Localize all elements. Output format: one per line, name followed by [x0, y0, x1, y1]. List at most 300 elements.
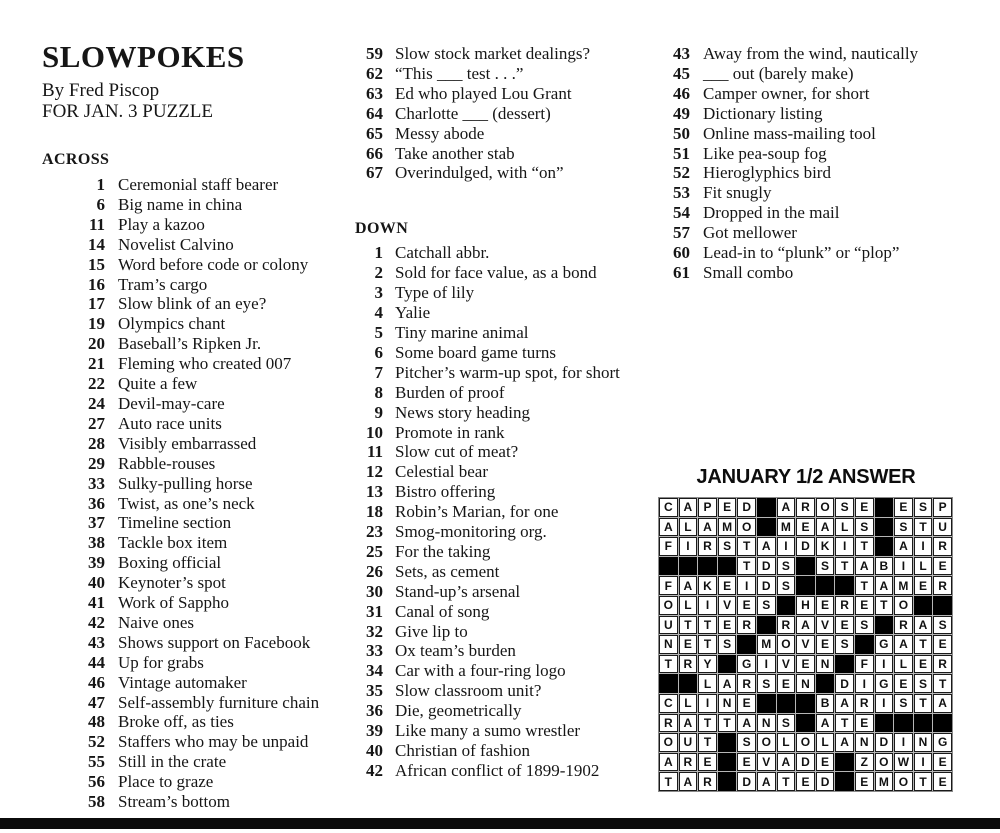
across-clue-42 [42, 613, 342, 633]
grid-cell: E [835, 616, 854, 635]
clue-number: 40 [366, 741, 383, 760]
grid-cell: R [698, 772, 717, 791]
clue-number: 53 [673, 183, 690, 203]
clue-text: Take another stab [395, 143, 515, 163]
grid-cell: V [816, 616, 835, 635]
grid-cell: T [914, 518, 933, 537]
clue-text: Slow cut of meat? [395, 442, 519, 462]
across-clue-52 [42, 732, 342, 752]
grid-cell: D [875, 733, 894, 752]
grid-cell: V [796, 635, 815, 654]
puzzle-byline: By Fred Piscop [42, 80, 160, 101]
across-clue-29 [42, 454, 342, 474]
clue-text: “This ___ test . . .” [395, 63, 524, 83]
grid-cell-black [659, 674, 678, 693]
clue-number: 55 [88, 752, 105, 772]
grid-cell: S [855, 616, 874, 635]
grid-cell: G [737, 655, 756, 674]
grid-cell: O [894, 596, 913, 615]
clue-text: Visibly embarrassed [118, 433, 257, 453]
down-clue-3 [355, 283, 655, 303]
across-clue-41 [42, 593, 342, 613]
grid-cell-black [835, 655, 854, 674]
grid-cell: A [737, 714, 756, 733]
down-clue-list [355, 243, 655, 780]
down-clue-34 [355, 661, 655, 681]
across-clue-17 [42, 294, 342, 314]
grid-cell: A [679, 772, 698, 791]
grid-cell: M [875, 772, 894, 791]
across-clue-46 [42, 673, 342, 693]
across-clue-62 [355, 64, 655, 84]
grid-cell-black [933, 596, 952, 615]
clue-number: 39 [366, 721, 383, 741]
grid-cell: I [914, 753, 933, 772]
grid-cell: T [835, 557, 854, 576]
grid-cell: E [894, 674, 913, 693]
grid-cell-black [835, 772, 854, 791]
across-clue-40 [42, 573, 342, 593]
grid-cell: D [757, 557, 776, 576]
grid-cell: I [855, 674, 874, 693]
clue-number: 33 [88, 473, 105, 493]
clue-number: 33 [366, 641, 383, 661]
clue-number: 34 [366, 661, 383, 681]
grid-cell: G [933, 733, 952, 752]
grid-cell: K [816, 537, 835, 556]
grid-cell-black [835, 753, 854, 772]
grid-cell: T [737, 537, 756, 556]
across-clue-19 [42, 314, 342, 334]
grid-cell: D [737, 498, 756, 517]
grid-cell: F [659, 576, 678, 595]
grid-cell: E [718, 576, 737, 595]
clue-text: Fit snugly [703, 183, 772, 203]
grid-cell: S [894, 518, 913, 537]
down-clue-1 [355, 243, 655, 263]
across-clue-11 [42, 215, 342, 235]
grid-cell: N [757, 714, 776, 733]
clue-text: Word before code or colony [118, 254, 309, 274]
grid-cell: R [777, 616, 796, 635]
down-clue-45 [662, 64, 982, 84]
grid-cell: P [698, 498, 717, 517]
clue-number: 30 [366, 581, 383, 601]
grid-cell: T [659, 655, 678, 674]
grid-cell: L [816, 733, 835, 752]
clue-number: 8 [374, 382, 383, 402]
clue-text: Like many a sumo wrestler [395, 721, 581, 741]
across-heading: ACROSS [42, 151, 110, 168]
across-clue-56 [42, 772, 342, 792]
grid-cell: K [698, 576, 717, 595]
clue-number: 6 [96, 194, 105, 214]
down-clue-12 [355, 462, 655, 482]
clue-text: Timeline section [118, 513, 232, 533]
grid-cell-black [659, 557, 678, 576]
grid-cell: T [718, 714, 737, 733]
grid-cell: I [894, 557, 913, 576]
grid-cell: A [835, 694, 854, 713]
clue-number: 39 [88, 553, 105, 573]
clue-text: Die, geometrically [395, 701, 522, 721]
grid-cell: A [679, 714, 698, 733]
clue-number: 36 [366, 701, 383, 721]
clue-number: 12 [366, 462, 383, 482]
clue-number: 21 [88, 354, 105, 374]
down-clue-57 [662, 223, 982, 243]
grid-cell: S [777, 557, 796, 576]
grid-cell: M [777, 518, 796, 537]
clue-number: 28 [88, 433, 105, 453]
down-clue-60 [662, 243, 982, 263]
grid-cell: I [737, 576, 756, 595]
clue-number: 20 [88, 334, 105, 354]
grid-cell: E [718, 616, 737, 635]
clue-text: Type of lily [395, 283, 475, 303]
clue-text: Got mellower [703, 223, 797, 243]
grid-cell: S [933, 616, 952, 635]
clue-number: 25 [366, 541, 383, 561]
across-clue-15 [42, 255, 342, 275]
clue-text: Overindulged, with “on” [395, 163, 564, 183]
grid-cell: A [659, 518, 678, 537]
down-clue-46 [662, 84, 982, 104]
grid-cell: A [757, 537, 776, 556]
across-clue-39 [42, 553, 342, 573]
grid-cell: T [875, 596, 894, 615]
clue-text: Sulky-pulling horse [118, 473, 253, 493]
grid-cell-black [679, 674, 698, 693]
across-clue-67 [355, 163, 655, 183]
grid-cell: E [816, 635, 835, 654]
down-clue-7 [355, 363, 655, 383]
grid-cell-black [698, 557, 717, 576]
grid-cell: P [933, 498, 952, 517]
grid-cell: E [933, 635, 952, 654]
across-clue-43 [42, 633, 342, 653]
grid-cell-black [796, 576, 815, 595]
grid-cell: T [698, 616, 717, 635]
grid-cell: C [659, 694, 678, 713]
clue-number: 42 [88, 612, 105, 632]
clue-number: 52 [673, 163, 690, 183]
grid-cell: S [757, 596, 776, 615]
down-clue-31 [355, 602, 655, 622]
clue-number: 19 [88, 314, 105, 334]
clue-number: 59 [366, 44, 383, 63]
grid-cell: Z [855, 753, 874, 772]
grid-cell: V [777, 655, 796, 674]
grid-cell: I [875, 655, 894, 674]
grid-cell: L [679, 596, 698, 615]
grid-cell-black [718, 772, 737, 791]
clue-number: 27 [88, 413, 105, 433]
clue-text: Messy abode [395, 123, 485, 143]
grid-cell: Y [698, 655, 717, 674]
clue-number: 24 [88, 393, 105, 413]
clue-number: 18 [366, 502, 383, 522]
grid-cell: G [875, 674, 894, 693]
grid-cell: U [933, 518, 952, 537]
clue-text: Celestial bear [395, 462, 488, 482]
grid-cell: A [894, 635, 913, 654]
grid-cell: L [914, 557, 933, 576]
grid-cell: A [796, 616, 815, 635]
clue-number: 54 [673, 203, 690, 223]
grid-cell: R [679, 753, 698, 772]
grid-cell: E [679, 635, 698, 654]
grid-cell: A [777, 498, 796, 517]
clue-text: Christian of fashion [395, 741, 531, 760]
clue-number: 2 [374, 263, 383, 283]
across-clue-list [42, 175, 342, 812]
grid-cell: S [855, 518, 874, 537]
down-clue-39 [355, 721, 655, 741]
clue-number: 35 [366, 681, 383, 701]
across-clue-58 [42, 792, 342, 812]
puzzle-date-note: FOR JAN. 3 PUZZLE [42, 101, 214, 122]
grid-cell: N [796, 674, 815, 693]
down-clue-40 [355, 741, 655, 761]
clue-number: 10 [366, 422, 383, 442]
down-clue-36 [355, 701, 655, 721]
across-clue-24 [42, 394, 342, 414]
clue-text: Some board game turns [395, 342, 556, 362]
clue-number: 42 [366, 760, 383, 780]
clue-text: Online mass-mailing tool [703, 123, 876, 143]
grid-cell: T [777, 772, 796, 791]
grid-cell: L [835, 518, 854, 537]
clue-number: 5 [374, 322, 383, 342]
clue-number: 13 [366, 482, 383, 502]
grid-cell: E [933, 753, 952, 772]
grid-cell: H [796, 596, 815, 615]
grid-cell: A [894, 537, 913, 556]
clue-number: 50 [673, 123, 690, 143]
across-clue-20 [42, 334, 342, 354]
grid-cell: S [914, 498, 933, 517]
grid-cell: D [737, 772, 756, 791]
clue-number: 11 [88, 214, 105, 234]
grid-cell: N [816, 655, 835, 674]
clue-text: Stream’s bottom [118, 792, 230, 812]
clue-text: Dictionary listing [703, 103, 823, 123]
grid-cell: T [914, 635, 933, 654]
across-clue-64 [355, 104, 655, 124]
clue-text: Place to graze [118, 772, 214, 792]
down-clue-13 [355, 482, 655, 502]
grid-cell: D [796, 753, 815, 772]
grid-cell: E [698, 753, 717, 772]
answer-title: JANUARY 1/2 ANSWER [696, 466, 916, 488]
across-clue-55 [42, 752, 342, 772]
grid-cell: G [875, 635, 894, 654]
grid-cell-black [796, 694, 815, 713]
across-clue-63 [355, 84, 655, 104]
clue-number: 48 [88, 712, 105, 732]
clue-text: Shows support on Facebook [118, 632, 311, 652]
down-clue-18 [355, 502, 655, 522]
down-clue-33 [355, 641, 655, 661]
clue-number: 41 [88, 593, 105, 613]
grid-cell: E [796, 655, 815, 674]
clue-text: Catchall abbr. [395, 243, 490, 263]
clue-text: Boxing official [118, 553, 222, 573]
grid-cell: O [659, 596, 678, 615]
down-clue-42 [355, 761, 655, 781]
grid-cell-black [679, 557, 698, 576]
grid-cell: D [816, 772, 835, 791]
grid-cell: V [718, 596, 737, 615]
grid-cell: E [816, 753, 835, 772]
clue-number: 49 [673, 103, 690, 123]
down-clue-51 [662, 144, 982, 164]
grid-cell: S [757, 674, 776, 693]
grid-cell: A [875, 576, 894, 595]
grid-cell: F [855, 655, 874, 674]
clue-text: Bistro offering [395, 482, 496, 502]
down-clue-26 [355, 562, 655, 582]
grid-cell: E [816, 596, 835, 615]
down-clue-54 [662, 203, 982, 223]
clue-number: 40 [88, 573, 105, 593]
clue-text: African conflict of 1899-1902 [395, 760, 600, 780]
clue-text: Olympics chant [118, 314, 226, 334]
clue-text: Baseball’s Ripken Jr. [118, 334, 262, 354]
clue-text: Sold for face value, as a bond [395, 263, 597, 283]
grid-cell: R [659, 714, 678, 733]
clue-text: Rabble-rouses [118, 453, 216, 473]
grid-cell: I [698, 694, 717, 713]
grid-cell: T [914, 694, 933, 713]
clue-text: Fleming who created 007 [118, 354, 292, 374]
grid-cell: R [796, 498, 815, 517]
grid-cell: I [894, 733, 913, 752]
clue-number: 1 [374, 243, 383, 263]
grid-cell: R [737, 616, 756, 635]
grid-cell: S [737, 733, 756, 752]
grid-cell: E [737, 753, 756, 772]
clue-text: Car with a four-ring logo [395, 661, 566, 681]
down-clue-9 [355, 403, 655, 423]
clue-text: Auto race units [118, 413, 222, 433]
clue-number: 14 [88, 234, 105, 254]
clue-text: Broke off, as ties [118, 712, 234, 732]
grid-cell: T [679, 616, 698, 635]
across-clue-48 [42, 712, 342, 732]
grid-cell: A [757, 772, 776, 791]
clue-number: 37 [88, 513, 105, 533]
grid-cell-black [816, 576, 835, 595]
grid-cell: E [933, 772, 952, 791]
grid-cell: A [816, 714, 835, 733]
grid-cell: N [855, 733, 874, 752]
grid-cell: O [777, 635, 796, 654]
down-clue-11 [355, 442, 655, 462]
across-clue-27 [42, 414, 342, 434]
clue-number: 9 [374, 402, 383, 422]
clue-number: 58 [88, 792, 105, 812]
grid-cell-black [796, 714, 815, 733]
grid-cell: E [914, 655, 933, 674]
grid-cell: S [835, 635, 854, 654]
grid-cell: S [777, 714, 796, 733]
down-clue-4 [355, 303, 655, 323]
clue-text: Keynoter’s spot [118, 573, 226, 593]
down-clue-35 [355, 681, 655, 701]
down-clue-5 [355, 323, 655, 343]
clue-number: 15 [88, 254, 105, 274]
down-clue-10 [355, 423, 655, 443]
clue-text: Devil-may-care [118, 393, 225, 413]
clue-number: 11 [366, 442, 383, 462]
grid-cell: U [679, 733, 698, 752]
clue-number: 62 [366, 63, 383, 83]
grid-cell: T [737, 557, 756, 576]
across-clue-66 [355, 144, 655, 164]
grid-cell: N [914, 733, 933, 752]
grid-cell: O [875, 753, 894, 772]
down-clue-61 [662, 263, 982, 283]
grid-cell: T [933, 674, 952, 693]
across-clue-16 [42, 275, 342, 295]
grid-cell: T [914, 772, 933, 791]
clue-text: Self-assembly furniture chain [118, 692, 320, 712]
grid-cell: A [659, 753, 678, 772]
grid-cell: R [933, 655, 952, 674]
grid-cell-black [875, 714, 894, 733]
grid-cell: E [718, 498, 737, 517]
clue-number: 7 [374, 362, 383, 382]
clue-text: ___ out (barely make) [703, 63, 854, 83]
across-clue-44 [42, 653, 342, 673]
grid-cell: A [855, 557, 874, 576]
clue-text: Charlotte ___ (dessert) [395, 103, 551, 123]
down-clue-23 [355, 522, 655, 542]
clue-number: 47 [88, 692, 105, 712]
grid-cell-black [718, 753, 737, 772]
column-middle [355, 44, 655, 781]
clue-number: 23 [366, 522, 383, 542]
grid-cell: A [835, 733, 854, 752]
across-clue-37 [42, 513, 342, 533]
grid-cell-black [914, 596, 933, 615]
clue-number: 38 [88, 533, 105, 553]
grid-cell: I [679, 537, 698, 556]
grid-cell: S [835, 498, 854, 517]
grid-cell: T [698, 714, 717, 733]
grid-cell: R [835, 596, 854, 615]
grid-cell-black [777, 596, 796, 615]
grid-cell-black [855, 635, 874, 654]
clue-text: Stand-up’s arsenal [395, 581, 521, 601]
grid-cell: L [894, 655, 913, 674]
grid-cell: S [718, 635, 737, 654]
clue-number: 56 [88, 772, 105, 792]
grid-cell: T [659, 772, 678, 791]
clue-number: 52 [88, 732, 105, 752]
clue-text: Slow classroom unit? [395, 681, 542, 701]
clue-text: Tiny marine animal [395, 322, 529, 342]
grid-cell: M [894, 576, 913, 595]
grid-cell-black [737, 635, 756, 654]
grid-cell: M [757, 635, 776, 654]
grid-cell-black [875, 498, 894, 517]
grid-cell: O [737, 518, 756, 537]
clue-number: 64 [366, 103, 383, 123]
across-clue-36 [42, 494, 342, 514]
